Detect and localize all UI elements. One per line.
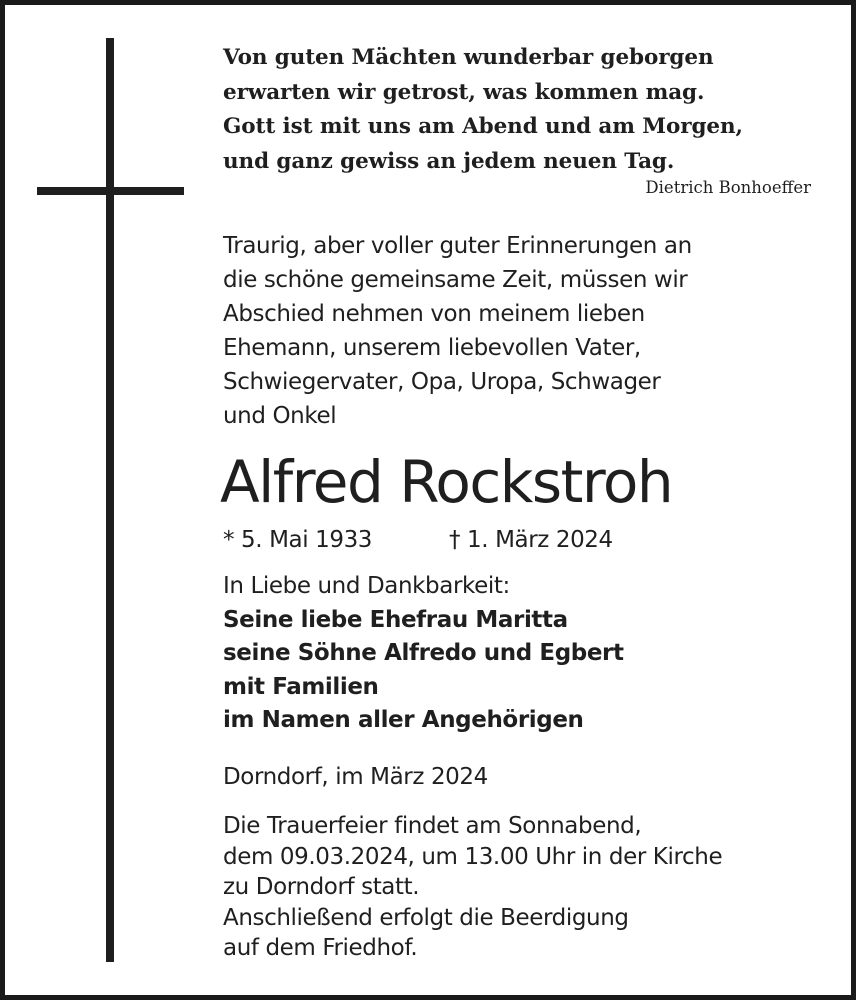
funeral-line: auf dem Friedhof.: [223, 935, 418, 961]
birth-date: * 5. Mai 1933: [223, 527, 373, 553]
poem-line: Von guten Mächten wunderbar geborgen: [223, 45, 714, 70]
poem-line: und ganz gewiss an jedem neuen Tag.: [223, 148, 675, 174]
deceased-name: Alfred Rockstroh: [220, 448, 673, 516]
funeral-line: Die Trauerfeier findet am Sonnabend,: [223, 813, 642, 839]
intro-line: die schöne gemeinsame Zeit, müssen wir: [223, 267, 688, 293]
funeral-line: dem 09.03.2024, um 13.00 Uhr in der Kirche: [223, 843, 723, 870]
poem-author: Dietrich Bonhoeffer: [645, 178, 811, 197]
intro-text: [223, 229, 692, 433]
life-dates: [223, 523, 613, 557]
family-member: im Namen aller Angehörigen: [223, 707, 584, 733]
poem-quote: [223, 41, 803, 179]
cross-icon-vertical-bar: [106, 38, 114, 962]
family-member: Seine liebe Ehefrau Maritta: [223, 606, 568, 633]
cross-icon-horizontal-bar: [37, 187, 184, 195]
intro-line: Abschied nehmen von meinem lieben: [223, 301, 645, 327]
family-heading: In Liebe und Dankbarkeit:: [223, 573, 510, 599]
death-date: † 1. März 2024: [449, 527, 613, 553]
funeral-line: zu Dorndorf statt.: [223, 874, 420, 900]
place-date: Dorndorf, im März 2024: [223, 764, 488, 790]
intro-line: Traurig, aber voller guter Erinnerungen an: [223, 233, 692, 259]
family-member: mit Familien: [223, 673, 379, 700]
family-member: seine Söhne Alfredo und Egbert: [223, 640, 624, 666]
funeral-info: [223, 811, 722, 964]
intro-line: Schwiegervater, Opa, Uropa, Schwager: [223, 369, 661, 395]
funeral-line: Anschließend erfolgt die Beerdigung: [223, 904, 629, 931]
intro-line: und Onkel: [223, 403, 337, 429]
poem-line: erwarten wir getrost, was kommen mag.: [223, 79, 705, 105]
intro-line: Ehemann, unserem liebevollen Vater,: [223, 335, 641, 361]
family-section: [223, 570, 624, 738]
poem-line: Gott ist mit uns am Abend und am Morgen,: [223, 114, 743, 139]
